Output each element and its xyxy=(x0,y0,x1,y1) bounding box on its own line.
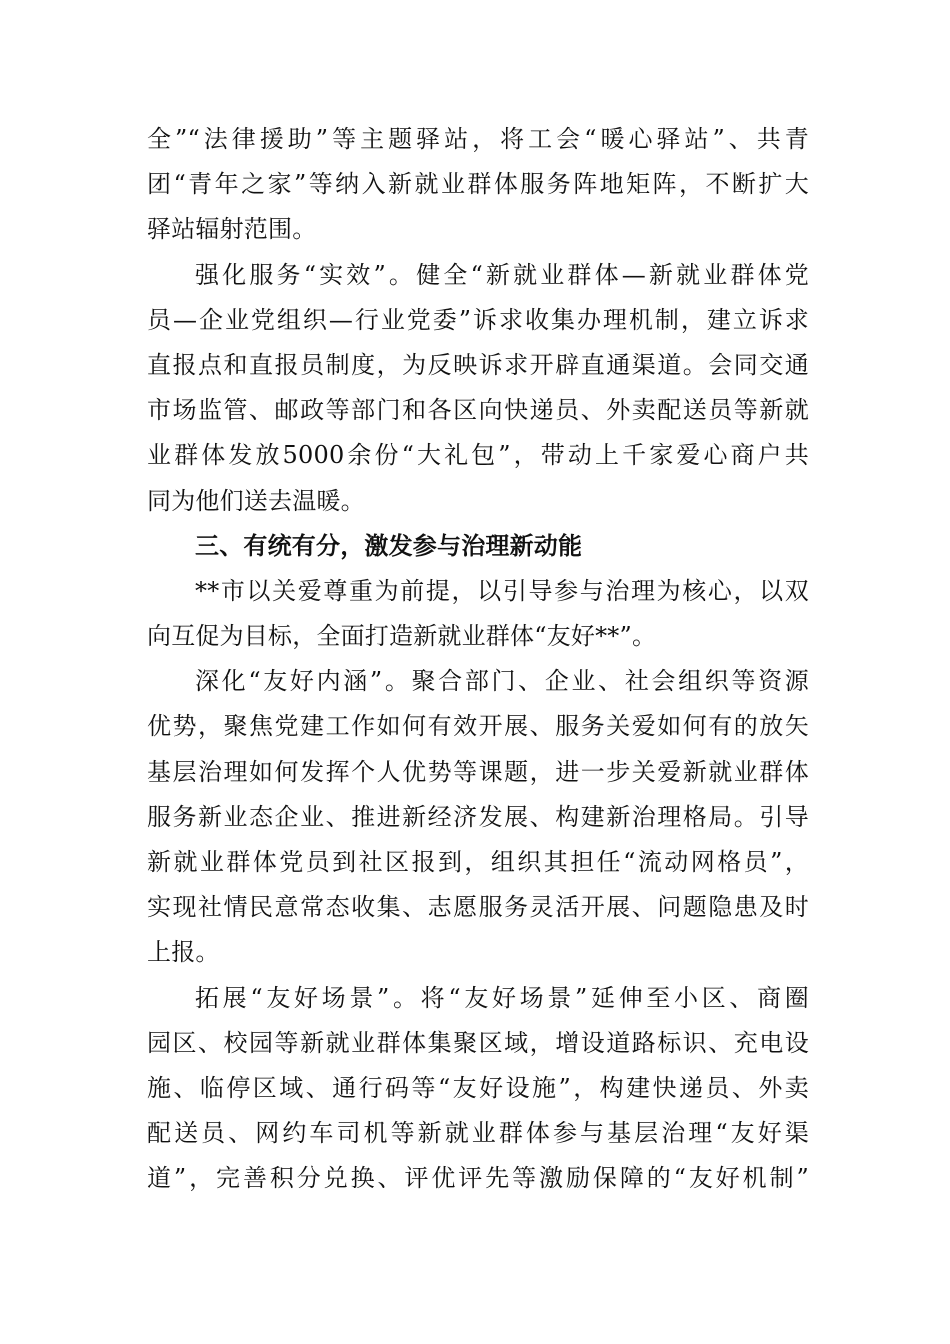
text-line: 上报。 xyxy=(147,938,220,967)
text-line: 基层治理如何发挥个人优势等课题，进一步关爱新就业群体 xyxy=(147,757,809,786)
text-line: 员—企业党组织—行业党委”诉求收集办理机制，建立诉求 xyxy=(147,305,809,334)
text-line: 优势，聚焦党建工作如何有效开展、服务关爱如何有的放矢 xyxy=(147,712,809,741)
text-line: 新就业群体党员到社区报到，组织其担任“流动网格员”， xyxy=(147,848,809,876)
text-line: 团“青年之家”等纳入新就业群体服务阵地矩阵，不断扩大 xyxy=(147,170,809,199)
text-line: 业群体发放5000余份“大礼包”，带动上千家爱心商户共 xyxy=(147,441,809,470)
text-line: 直报点和直报员制度，为反映诉求开辟直通渠道。会同交通 xyxy=(147,350,809,379)
text-line: 施、临停区域、通行码等“友好设施”，构建快递员、外卖 xyxy=(147,1073,809,1102)
text-line: 拓展“友好场景”。将“友好场景”延伸至小区、商圈 xyxy=(195,983,809,1012)
text-line: 驿站辐射范围。 xyxy=(147,215,317,244)
text-line: 强化服务“实效”。健全“新就业群体—新就业群体党 xyxy=(195,260,809,289)
text-line: 市场监管、邮政等部门和各区向快递员、外卖配送员等新就 xyxy=(147,396,809,425)
section-heading: 三、有统有分，激发参与治理新动能 xyxy=(195,531,583,560)
text-line: 配送员、网约车司机等新就业群体参与基层治理“友好渠 xyxy=(147,1119,809,1148)
text-line: 同为他们送去温暖。 xyxy=(147,486,365,515)
text-line: 向互促为目标，全面打造新就业群体“友好**”。 xyxy=(147,622,657,651)
text-line: 实现社情民意常态收集、志愿服务灵活开展、问题隐患及时 xyxy=(147,893,809,922)
text-line: 园区、校园等新就业群体集聚区域，增设道路标识、充电设 xyxy=(147,1028,809,1057)
text-line: 深化“友好内涵”。聚合部门、企业、社会组织等资源 xyxy=(195,667,809,696)
text-line: 全”“法律援助”等主题驿站，将工会“暖心驿站”、共青 xyxy=(147,125,809,153)
text-line: **市以关爱尊重为前提，以引导参与治理为核心，以双 xyxy=(195,576,809,605)
document-page xyxy=(147,117,809,1202)
text-line: 道”，完善积分兑换、评优评先等激励保障的“友好机制” xyxy=(147,1164,809,1193)
text-line: 服务新业态企业、推进新经济发展、构建新治理格局。引导 xyxy=(147,802,809,831)
